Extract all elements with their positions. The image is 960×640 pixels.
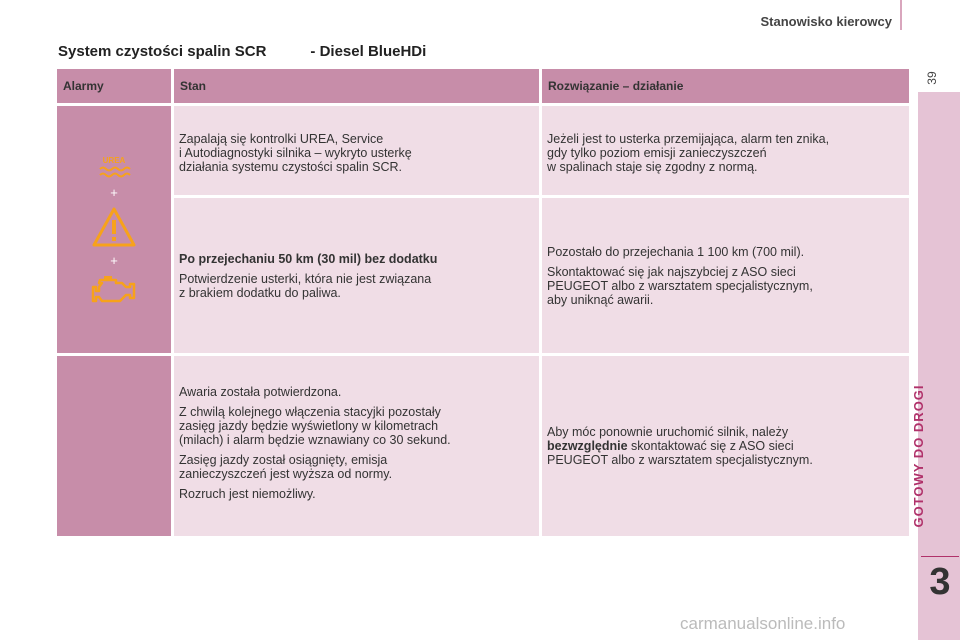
header-rule [900,0,902,30]
action-cell [542,106,909,195]
svg-text:UREA: UREA [102,155,126,165]
action-line: Jeżeli jest to usterka przemijająca, alarm ten znika, [547,132,830,146]
action-text: skontaktować się z ASO sieci [627,439,794,453]
action-line: Skontaktować się jak najszybciej z ASO sieci [547,264,796,279]
state-cell [174,356,539,536]
state-paragraph: Awaria została potwierdzona. [179,385,342,399]
action-line: gdy tylko poziom emisji zanieczyszczeń [547,146,767,160]
alarm-table [54,66,912,539]
action-line: w spalinach staje się zgodny z normą. [547,160,758,174]
action-line: aby uniknąć awarii. [547,292,654,307]
table-row [57,106,909,195]
state-line: Z chwilą kolejnego włączenia stacyjki pozostały [179,405,441,419]
chapter-rule [921,556,959,557]
alarm-icons-cell [57,106,171,353]
state-line: i Autodiagnostyki silnika – wykryto usterkę [179,146,412,160]
state-cell [174,198,539,353]
action-line [547,439,904,453]
section-title-sub: - Diesel BlueHDi [310,43,427,60]
service-warning-triangle-icon [91,206,137,248]
action-cell [542,356,909,536]
table-row [57,198,909,353]
alarm-icons-cell-empty [57,356,171,536]
action-line: PEUGEOT albo z warsztatem specjalistycznym. [547,453,813,467]
action-paragraph: Pozostało do przejechania 1 100 km (700 mil). [547,244,805,259]
urea-warning-icon [96,154,132,180]
action-cell [542,198,909,353]
state-bold: Po przejechaniu 50 km (30 mil) bez dodatku [179,251,438,266]
table-header-row [57,69,909,103]
state-line: zanieczyszczeń jest wyższa od normy. [179,467,393,481]
state-paragraph: Rozruch jest niemożliwy. [179,487,316,501]
column-header: Alarmy [57,69,171,103]
engine-check-icon [90,274,138,306]
column-header: Rozwiązanie – działanie [542,69,909,103]
action-line: Aby móc ponownie uruchomić silnik, należy [547,425,789,439]
table-row [57,356,909,536]
watermark: carmanualsonline.info [680,614,846,633]
plus-sign: + [110,252,118,268]
plus-sign: + [110,184,118,200]
action-emphasis: bezwzględnie [547,439,628,453]
state-line: z brakiem dodatku do paliwa. [179,285,341,300]
chapter-number: 3 [929,561,951,603]
state-line: działania systemu czystości spalin SCR. [179,160,402,174]
state-line: Zasięg jazdy został osiągnięty, emisja [179,453,388,467]
chapter-label: GOTOWY DO DROGI [910,384,926,528]
state-line: zasięg jazdy będzie wyświetlony w kilometrach [179,419,439,433]
action-line: PEUGEOT albo z warsztatem specjalistycznym, [547,278,813,293]
page-number: 39 [925,71,939,85]
column-header: Stan [174,69,539,103]
section-title [58,43,426,60]
state-cell [174,106,539,195]
running-header: Stanowisko kierowcy [760,14,892,29]
section-title-main: System czystości spalin SCR [58,43,267,60]
state-line: Potwierdzenie usterki, która nie jest związana [179,271,432,286]
state-line: (milach) i alarm będzie wznawiany co 30 sekund. [179,433,451,447]
state-line: Zapalają się kontrolki UREA, Service [179,132,384,146]
